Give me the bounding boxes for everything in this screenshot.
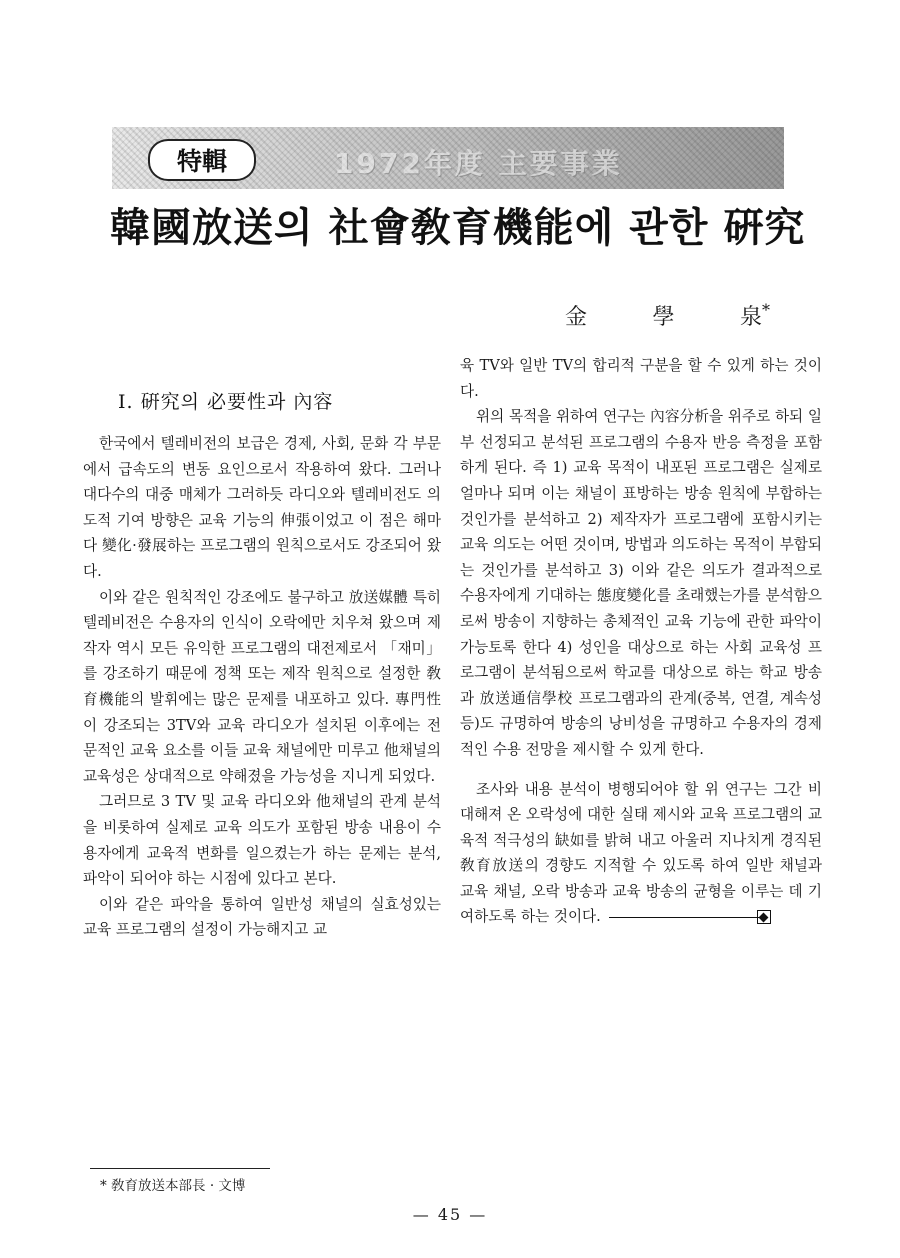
footnote: * 敎育放送本部長 · 文博 <box>100 1178 246 1194</box>
right-column <box>460 353 822 930</box>
body-paragraph: 육 TV와 일반 TV의 합리적 구분을 할 수 있게 하는 것이다. <box>460 357 822 400</box>
body-paragraph: 한국에서 텔레비전의 보급은 경제, 사회, 문화 각 부문에서 급속도의 변동 요인으로서 작용하여 왔다. 그러나 대다수의 대중 매체가 그러하듯 라디오와 텔레비전도 의도적 기여 방향은 교육 기능의 伸張이었고 이 점은 해마다 變化·發展하는 프로그램의 원칙으로서도 강조되어 왔다. <box>83 435 441 580</box>
end-diamond-icon <box>757 910 771 924</box>
author-footnote-mark: * <box>761 300 770 320</box>
body-paragraph: 이와 같은 원칙적인 강조에도 불구하고 放送媒體 특히 텔레비전은 수용자의 인식이 오락에만 치우쳐 왔으며 제작자 역시 모든 유익한 프로그램의 대전제로서 「재미」를 강조하기 때문에 정책 또는 제작 원칙으로 설정한 敎育機能의 발휘에는 많은 문제를 내포하고 있다. 專門性이 강조되는 3TV와 교육 라디오가 설치된 이후에는 전문적인 교육 요소를 이들 교육 채널에만 미루고 他채널의 교육성은 상대적으로 약해졌을 가능성을 지니게 되었다. <box>83 588 441 785</box>
feature-badge: 特輯 <box>148 139 256 181</box>
special-feature-banner <box>112 127 784 189</box>
page-number: — 45 — <box>412 1205 488 1224</box>
body-paragraph: 이와 같은 파악을 통하여 일반성 채널의 실효성있는 교육 프로그램의 설정이 가능해지고 교 <box>83 895 441 939</box>
author-char: 學 <box>652 305 675 330</box>
section-heading: Ⅰ. 硏究의 必要性과 內容 <box>118 391 334 413</box>
author-char: 金 <box>565 305 588 330</box>
footnote-divider <box>90 1168 270 1169</box>
end-rule <box>609 917 759 918</box>
body-paragraph: 위의 목적을 위하여 연구는 內容分析을 위주로 하되 일부 선정되고 분석된 프로그램의 수용자 반응 측정을 포함하게 된다. 즉 1) 교육 목적이 내포된 프로그램은 실제로 얼마나 되며 이는 채널이 표방하는 방송 원칙에 부합하는 것인가를 분석하고 2) 제작자가 프로그램에 포함시키는 교육 의도는 어떤 것이며, 방법과 의도하는 목적이 부합되는 것인가를 분석하고 3) 이와 같은 의도가 결과적으로 수용자에게 기대하는 態度變化를 초래했는가를 분석함으로써 방송이 지향하는 총체적인 교육 기능에 관한 파악이 가능토록 한다 4) 성인을 대상으로 하는 사회 교육성 프로그램이 분석됨으로써 학교를 대상으로 하는 학교 방송과 放送通信學校 프로그램과의 관계(중복, 연결, 계속성 등)도 규명하여 방송의 낭비성을 규명하고 수용자의 경제적인 수용 전망을 제시할 수 있게 한다. <box>460 408 822 758</box>
body-paragraph: 조사와 내용 분석이 병행되어야 할 위 연구는 그간 비대해져 온 오락성에 대한 실태 제시와 교육 프로그램의 교육적 적극성의 缺如를 밝혀 내고 아울러 지나치게 경직된 敎育放送의 경향도 지적할 수 있도록 하여 일반 채널과 교육 채널, 오락 방송과 교육 방송의 균형을 이루는 데 기여하도록 하는 것이다. <box>460 780 822 926</box>
body-paragraph: 그러므로 3 TV 및 교육 라디오와 他채널의 관계 분석을 비롯하여 실제로 교육 의도가 포함된 방송 내용이 수용자에게 교육적 변화를 일으켰는가 하는 문제는 분석, 파악이 되어야 하는 시점에 있다고 본다. <box>83 793 441 888</box>
author-name <box>565 300 770 331</box>
article-title: 韓國放送의 社會敎育機能에 관한 硏究 <box>110 204 806 251</box>
banner-caption: 1972年度 主要事業 <box>334 147 623 180</box>
author-char: 泉* <box>739 300 770 330</box>
